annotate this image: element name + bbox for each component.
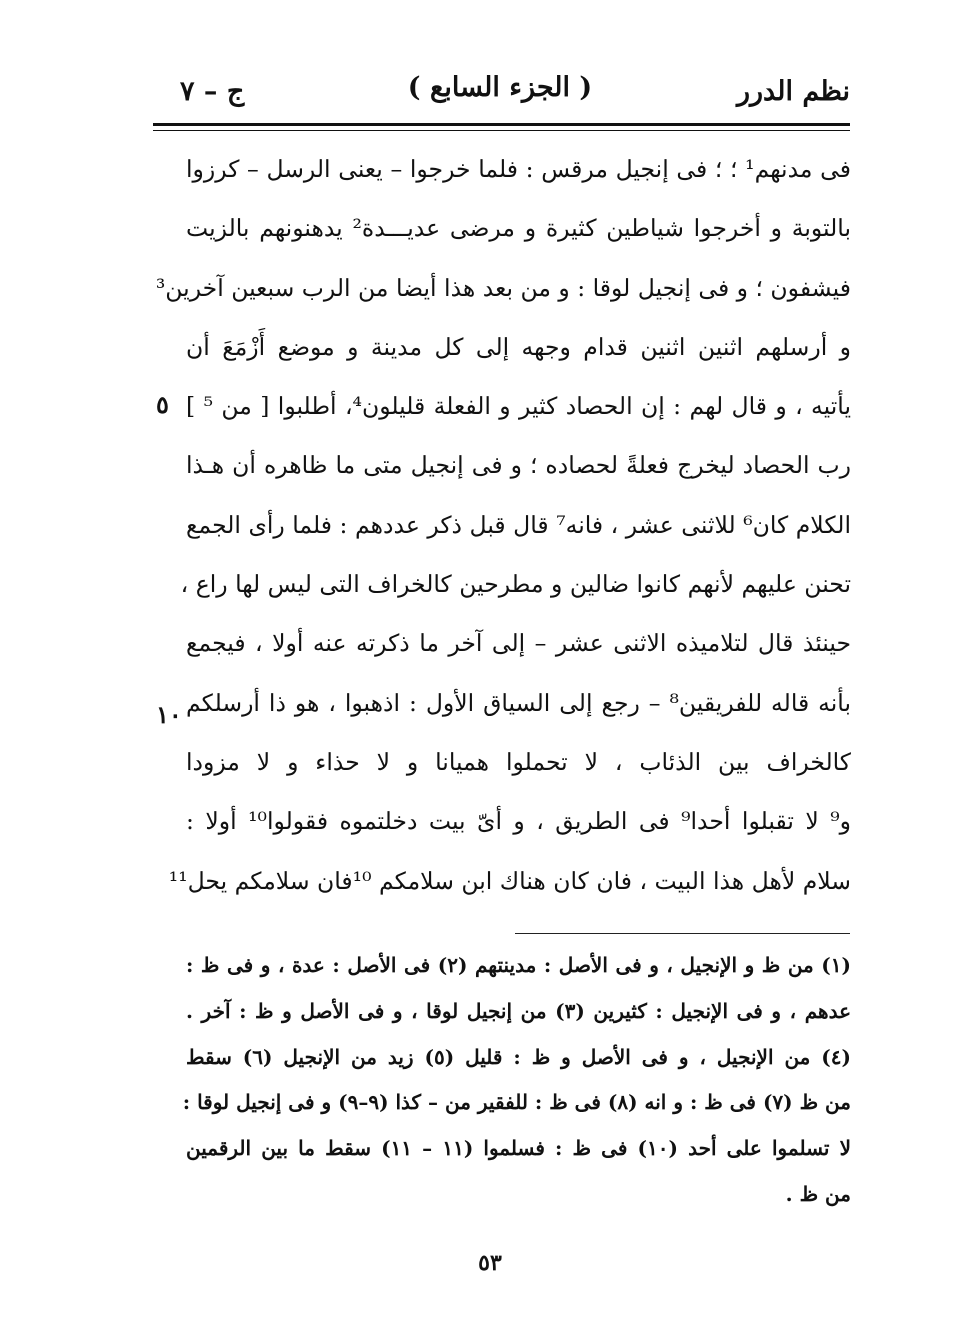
text-line: و⁹ لا تقبلوا أحدا⁹ فى الطريق ، و أىّ بيت دخلتموه فقولوا¹⁰ أولا : xyxy=(186,807,851,836)
text-line: بأنه قاله للفريقين⁸ – رجع إلى السياق الأول : اذهبوا ، هو ذا أرسلكم xyxy=(186,688,851,717)
footnote-line: (٤) من الإنجيل ، و فى الأصل و ظ : قليل (٥) زيد من الإنجيل (٦) سقط xyxy=(186,1044,851,1069)
margin-line-number-5: ٥ xyxy=(156,390,169,419)
book-title: نظم الدرر xyxy=(736,76,850,107)
footnotes xyxy=(182,943,852,1218)
footnote-line: من ظ (٧) فى ظ : و انه (٨) فى ظ : للفقير من – كذا (٩–٩) و فى إنجيل لوقا : xyxy=(182,1090,851,1115)
text-line: يأتيه ، و قال لهم : إن الحصاد كثير و الفعلة قليلون⁴، أطلبوا [ من ⁵ ] xyxy=(186,392,851,421)
header-rule-thick xyxy=(153,123,850,126)
volume-section: ( الجزء السابع ) xyxy=(407,72,593,103)
footnote-line: من ظ . xyxy=(785,1181,851,1206)
text-line: و أرسلهم اثنين اثنين قدام وجهه إلى كل مدينة و موضع أَزْمَعَ أن xyxy=(186,332,851,361)
footnote-rule xyxy=(515,933,850,934)
text-line: فى مدنهم¹ ؛ ؛ فى إنجيل مرقس : فلما خرجوا – يعنى الرسل – كرزوا xyxy=(186,155,851,183)
text-line: تحنن عليهم لأنهم كانوا ضالين و مطرحين كالخراف التى ليس لها راع ، xyxy=(180,570,851,599)
footnote-line: لا تسلموا على أحد (١٠) فى ظ : فسلموا (١١ – ١١) سقط ما بين الرقمين xyxy=(186,1136,852,1161)
footnote-line: (١) من ظ و الإنجيل ، و فى الأصل : مدينتهم (٢) فى الأصل : عدة ، و فى ظ : xyxy=(186,953,851,977)
text-line: كالخراف بين الذئاب ، لا تحملوا هميانا و لا حذاء و لا مزودا xyxy=(186,747,851,776)
header-rule-thin xyxy=(153,130,850,131)
text-line: فيشفون ؛ و فى إنجيل لوقا : و من بعد هذا أيضا من الرب سبعين آخرين³ xyxy=(155,273,851,302)
text-line: الكلام كان⁶ للاثنى عشر ، فانه⁷ قال قبل ذكر عددهم : فلما رأى الجمع xyxy=(186,510,851,539)
running-header xyxy=(150,68,850,118)
margin-line-number-10: ١٠ xyxy=(156,700,182,729)
footnote-line: عدهم ، و فى الإنجيل : كثيرين (٣) من إنجيل لوقا ، و فى الأصل و ظ : آخر . xyxy=(186,998,851,1023)
text-line: سلام لأهل هذا البيت ، فان كان هناك ابن سلامكم ¹⁰فان سلامكم يحل¹¹ xyxy=(168,866,851,895)
page-number: ٥٣ xyxy=(478,1250,502,1276)
text-line: رب الحصاد ليخرج فعلةً لحصاده ؛ و فى إنجيل متى ما ظاهره أن هـذا xyxy=(186,451,851,480)
volume-number: ج – ٧ xyxy=(180,76,245,107)
text-line: حينئذ قال لتلاميذه الاثنى عشر – إلى آخر ما ذكرته عنه أولا ، فيجمع xyxy=(186,629,851,658)
text-line: بالتوبة و أخرجوا شياطين كثيرة و مرضى عديـــدة² يدهنونهم بالزيت xyxy=(186,214,851,243)
